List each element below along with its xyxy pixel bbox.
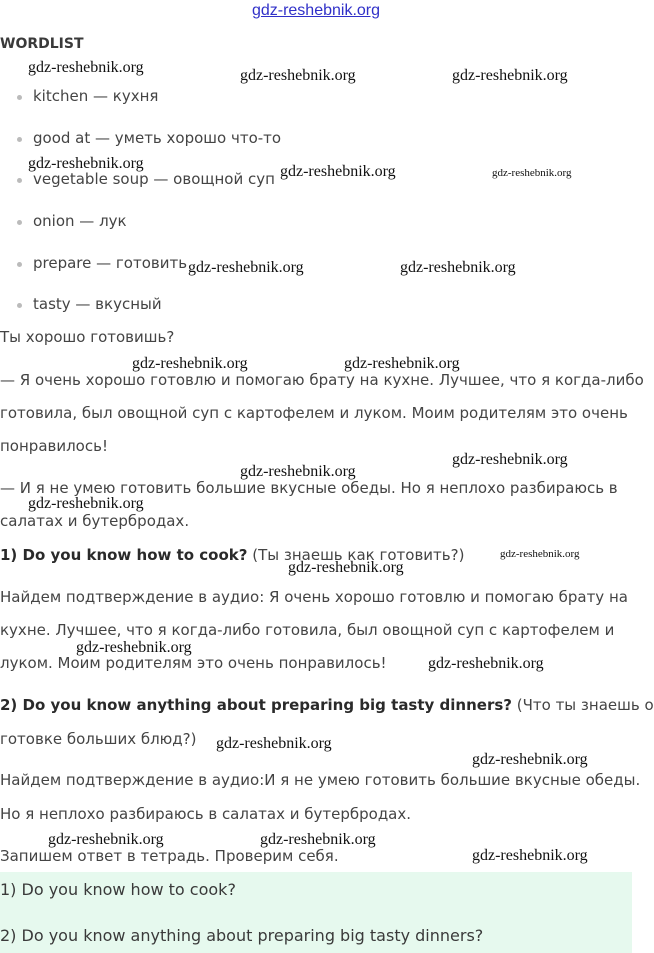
watermark-text: gdz-reshebnik.org [500, 548, 580, 560]
watermark-text: gdz-reshebnik.org [188, 259, 304, 276]
task1-translation: (Ты знаешь как готовить?) [247, 546, 465, 564]
watermark-text: gdz-reshebnik.org [28, 59, 144, 76]
bullet-icon [17, 137, 22, 142]
wordlist-heading: WORDLIST [0, 36, 84, 52]
task2-heading [0, 696, 654, 714]
watermark-text: gdz-reshebnik.org [48, 831, 164, 848]
watermark-text: gdz-reshebnik.org [216, 735, 332, 752]
watermark-text: gdz-reshebnik.org [28, 155, 144, 172]
wordlist-item: tasty — вкусный [33, 295, 162, 313]
dialogue-reply-line: понравилось! [0, 437, 108, 455]
watermark-text: gdz-reshebnik.org [280, 163, 396, 180]
watermark-text: gdz-reshebnik.org [472, 847, 588, 864]
watermark-text: gdz-reshebnik.org [428, 655, 544, 672]
bullet-icon [17, 178, 22, 183]
bullet-icon [17, 220, 22, 225]
watermark-text: gdz-reshebnik.org [288, 559, 404, 576]
watermark-text: gdz-reshebnik.org [28, 495, 144, 512]
dialogue-reply-line: готовила, был овощной суп с картофелем и луком. Моим родителям это очень [0, 404, 628, 422]
wordlist-item: kitchen — кухня [33, 87, 159, 105]
dialogue-reply-line: — Я очень хорошо готовлю и помогаю брату на кухне. Лучшее, что я когда-либо [0, 371, 644, 389]
task2-translation-cont: готовке больших блюд?) [0, 730, 197, 748]
task1-question: 1) Do you know how to cook? [0, 546, 248, 564]
task2-evidence-line: Найдем подтверждение в аудио:И я не умею готовить большие вкусные обеды. [0, 771, 641, 789]
watermark-text: gdz-reshebnik.org [452, 67, 568, 84]
wordlist-item: vegetable soup — овощной суп [33, 170, 275, 188]
task1-evidence-line: луком. Моим родителям это очень понравилось! [0, 654, 387, 672]
answer-line: 2) Do you know anything about preparing big tasty dinners? [0, 926, 484, 945]
instruction-text: Запишем ответ в тетрадь. Проверим себя. [0, 847, 339, 865]
watermark-text: gdz-reshebnik.org [260, 831, 376, 848]
task2-translation: (Что ты знаешь о [511, 696, 654, 714]
answer-line: 1) Do you know how to cook? [0, 880, 236, 899]
dialogue-reply-line: салатах и бутербродах. [0, 512, 190, 530]
watermark-text: gdz-reshebnik.org [240, 67, 356, 84]
watermark-text: gdz-reshebnik.org [452, 451, 568, 468]
watermark-text: gdz-reshebnik.org [492, 167, 572, 179]
wordlist-item: good at — уметь хорошо что-то [33, 129, 282, 147]
task1-evidence-line: кухне. Лучшее, что я когда-либо готовила, был овощной суп с картофелем и [0, 621, 615, 639]
dialogue-reply-line: — И я не умею готовить большие вкусные обеды. Но я неплохо разбираюсь в [0, 479, 618, 497]
task2-evidence-line: Но я неплохо разбираюсь в салатах и бутербродах. [0, 805, 412, 823]
task1-evidence-line: Найдем подтверждение в аудио: Я очень хорошо готовлю и помогаю брату на [0, 588, 628, 606]
dialogue-question: Ты хорошо готовишь? [0, 328, 175, 346]
watermark-text: gdz-reshebnik.org [240, 463, 356, 480]
wordlist-item: onion — лук [33, 212, 127, 230]
watermark-text: gdz-reshebnik.org [400, 259, 516, 276]
watermark-text: gdz-reshebnik.org [76, 639, 192, 656]
bullet-icon [17, 262, 22, 267]
watermark-text: gdz-reshebnik.org [344, 355, 460, 372]
site-title-link[interactable]: gdz-reshebnik.org [251, 2, 381, 19]
bullet-icon [17, 303, 22, 308]
wordlist-item: prepare — готовить [33, 254, 188, 272]
bullet-icon [17, 95, 22, 100]
task2-question: 2) Do you know anything about preparing big tasty dinners? [0, 696, 512, 714]
watermark-text: gdz-reshebnik.org [472, 751, 588, 768]
watermark-text: gdz-reshebnik.org [132, 355, 248, 372]
